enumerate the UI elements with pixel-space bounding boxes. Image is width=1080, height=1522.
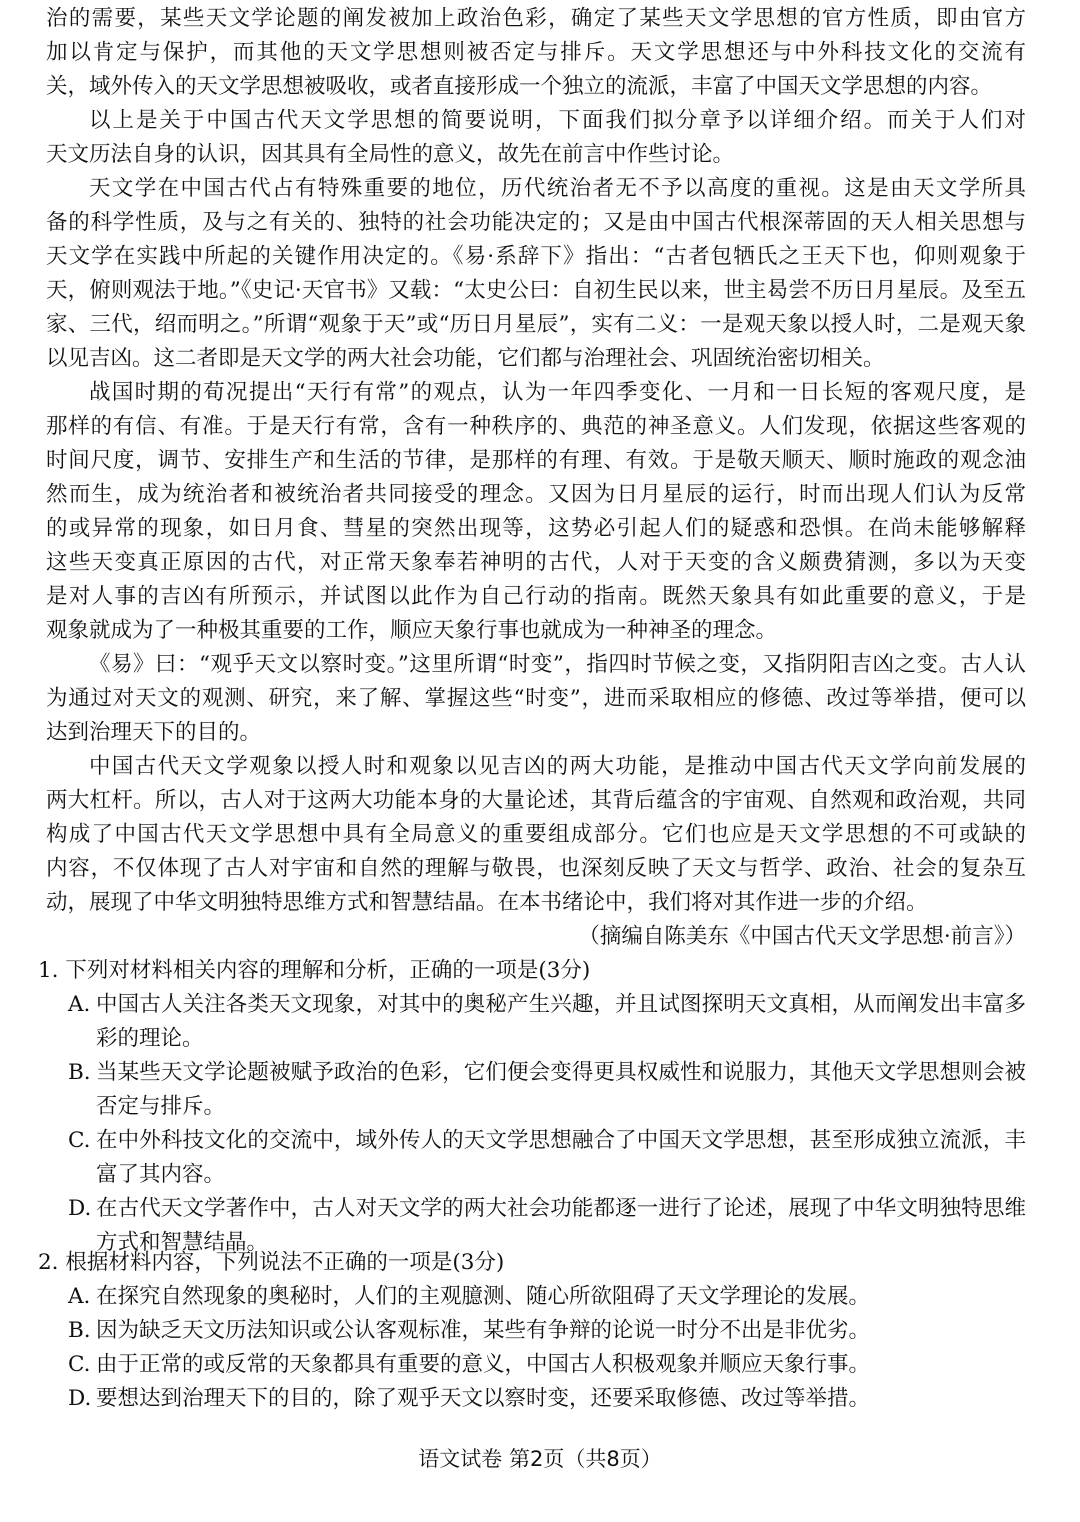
passage-paragraph-2 <box>46 172 1026 376</box>
text-line: 中国古代天文学观象以授人时和观象以见吉凶的两大功能，是推动中国古代天文学向前发展的 <box>89 754 1026 779</box>
passage-paragraph-4 <box>46 648 1026 750</box>
option-letter: D. <box>68 1386 92 1411</box>
text-line: 关，域外传入的天文学思想被吸收，或者直接形成一个独立的流派，丰富了中国天文学思想的内容。 <box>46 74 993 99</box>
option-text: 在古代天文学著作中，古人对天文学的两大社会功能都逐一进行了论述，展现了中华文明独特思维方式和智慧结晶。 <box>96 1196 1026 1255</box>
option-c[interactable] <box>38 1348 1026 1382</box>
text-line: 这些天变真正原因的古代，对正常天象奉若神明的古代，人对于天变的含义颇费猜测，多以为天变 <box>46 550 1026 575</box>
passage-paragraph-1 <box>46 104 1026 172</box>
option-letter: A. <box>68 992 91 1017</box>
text-line: 然而生，成为统治者和被统治者共同接受的理念。又因为日月星辰的运行，时而出现人们认为反常 <box>46 482 1026 507</box>
text-line: 为通过对天文的观测、研究，来了解、掌握这些“时变”，进而采取相应的修德、改过等举措，便可以 <box>46 686 1026 711</box>
question-stem: 2. 根据材料内容，下列说法不正确的一项是(3分) <box>38 1250 505 1275</box>
text-line: 时间尺度，调节、安排生产和生活的节律，是那样的有理、有效。于是敬天顺天、顺时施政的观念油 <box>46 448 1026 473</box>
text-line: 构成了中国古代天文学思想中具有全局意义的重要组成部分。它们也应是天文学思想的不可或缺的 <box>46 822 1026 847</box>
option-text: 当某些天文学论题被赋予政治的色彩，它们便会变得更具权威性和说服力，其他天文学思想则会被否定与排斥。 <box>96 1060 1026 1119</box>
text-line: 治的需要，某些天文学论题的阐发被加上政治色彩，确定了某些天文学思想的官方性质，即由官方 <box>46 6 1026 31</box>
text-line: 以上是关于中国古代天文学思想的简要说明，下面我们拟分章予以详细介绍。而关于人们对 <box>89 108 1026 133</box>
text-line: 加以肯定与保护，而其他的天文学思想则被否定与排斥。天文学思想还与中外科技文化的交流有 <box>46 40 1026 65</box>
question-2 <box>38 1246 1026 1416</box>
option-letter: C. <box>68 1128 91 1153</box>
text-line: 天文学在中国古代占有特殊重要的地位，历代统治者无不予以高度的重视。这是由天文学所具 <box>89 176 1026 201</box>
option-text: 在中外科技文化的交流中，域外传人的天文学思想融合了中国天文学思想，甚至形成独立流派，丰富了其内容。 <box>96 1128 1026 1187</box>
text-line: 备的科学性质，及与之有关的、独特的社会功能决定的；又是由中国古代根深蒂固的天人相关思想与 <box>46 210 1026 235</box>
text-line: 的或异常的现象，如日月食、彗星的突然出现等，这势必引起人们的疑惑和恐惧。在尚未能够解释 <box>46 516 1026 541</box>
option-d[interactable] <box>38 1382 1026 1416</box>
passage-paragraph-0 <box>46 2 1026 104</box>
text-line: 达到治理天下的目的。 <box>46 720 262 745</box>
text-line: 天文学在实践中所起的关键作用决定的。《易·系辞下》指出：“古者包牺氏之王天下也，仰则观象于 <box>46 244 1026 269</box>
text-line: 内容，不仅体现了古人对宇宙和自然的理解与敬畏，也深刻反映了天文与哲学、政治、社会的复杂互 <box>46 856 1026 881</box>
text-line: 观象就成为了一种极其重要的工作，顺应天象行事也就成为一种神圣的理念。 <box>46 618 778 643</box>
option-text: 由于正常的或反常的天象都具有重要的意义，中国古人积极观象并顺应天象行事。 <box>96 1352 871 1377</box>
option-letter: D. <box>68 1196 92 1221</box>
option-text: 因为缺乏天文历法知识或公认客观标准，某些有争辩的论说一时分不出是非优劣。 <box>96 1318 871 1343</box>
text-line: 战国时期的荀况提出“天行有常”的观点，认为一年四季变化、一月和一日长短的客观尺度，是 <box>89 380 1026 405</box>
text-line: 天文历法自身的认识，因其具有全局性的意义，故先在前言中作些讨论。 <box>46 142 735 167</box>
exam-page <box>38 0 1026 1522</box>
text-line: 《易》曰：“观乎天文以察时变。”这里所谓“时变”，指四时节候之变，又指阴阳吉凶之变。古人认 <box>89 652 1026 677</box>
question-stem: 1. 下列对材料相关内容的理解和分析，正确的一项是(3分) <box>38 958 591 983</box>
text-line: 两大杠杆。所以，古人对于这两大功能本身的大量论述，其背后蕴含的宇宙观、自然观和政治观，共同 <box>46 788 1026 813</box>
text-line: 以见吉凶。这二者即是天文学的两大社会功能，它们都与治理社会、巩固统治密切相关。 <box>46 346 885 371</box>
page-footer: 语文试卷 第2页（共8页） <box>418 1447 662 1471</box>
text-line: 动，展现了中华文明独特思维方式和智慧结晶。在本书绪论中，我们将对其作进一步的介绍。 <box>46 890 928 915</box>
source-citation: （摘编自陈美东《中国古代天文学思想·前言》） <box>578 924 1026 949</box>
option-letter: B. <box>68 1318 91 1343</box>
text-line: 是对人事的吉凶有所预示，并试图以此作为自己行动的指南。既然天象具有如此重要的意义，于是 <box>46 584 1026 609</box>
option-letter: C. <box>68 1352 91 1377</box>
passage-paragraph-3 <box>46 376 1026 648</box>
option-a[interactable] <box>38 988 1026 1056</box>
text-line: 家、三代，绍而明之。”所谓“观象于天”或“历日月星辰”，实有二义：一是观天象以授人时，二是观天象 <box>46 312 1026 337</box>
option-a[interactable] <box>38 1280 1026 1314</box>
option-text: 要想达到治理天下的目的，除了观乎天文以察时变，还要采取修德、改过等举措。 <box>96 1386 871 1411</box>
option-text: 在探究自然现象的奥秘时，人们的主观臆测、随心所欲阻碍了天文学理论的发展。 <box>96 1284 871 1309</box>
question-1 <box>38 954 1026 1260</box>
option-c[interactable] <box>38 1124 1026 1192</box>
option-letter: A. <box>68 1284 91 1309</box>
option-text: 中国古人关注各类天文现象，对其中的奥秘产生兴趣，并且试图探明天文真相，从而阐发出丰富多彩的理论。 <box>96 992 1026 1051</box>
option-b[interactable] <box>38 1056 1026 1124</box>
passage-paragraph-5 <box>46 750 1026 920</box>
text-line: 天，俯则观法于地。”《史记·天官书》又载：“太史公曰：自初生民以来，世主曷尝不历日月星辰。及至五 <box>46 278 1026 303</box>
option-b[interactable] <box>38 1314 1026 1348</box>
option-letter: B. <box>68 1060 91 1085</box>
text-line: 那样的有信、有准。于是天行有常，含有一种秩序的、典范的神圣意义。人们发现，依据这些客观的 <box>46 414 1026 439</box>
